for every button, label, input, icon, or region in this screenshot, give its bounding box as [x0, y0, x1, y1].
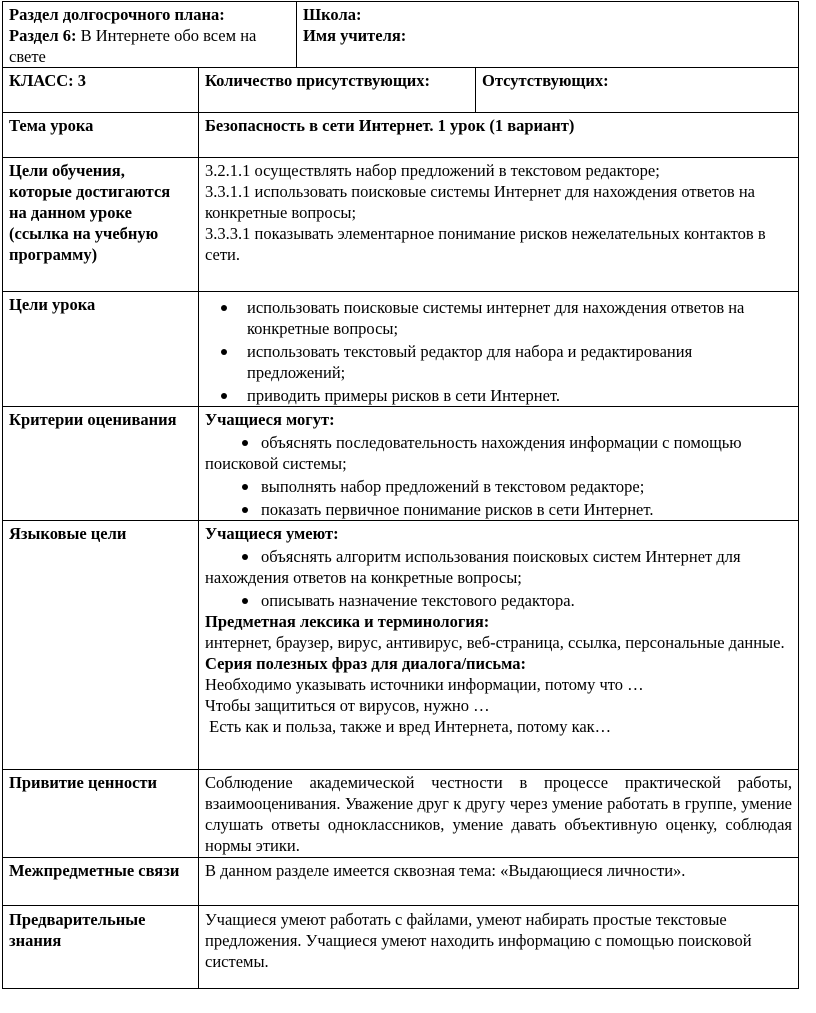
topic-label-cell — [2, 112, 199, 158]
list-item — [199, 341, 792, 383]
lesson-goals-label: Цели урока — [9, 295, 96, 314]
bullet-icon — [221, 393, 227, 399]
phrase-item: Необходимо указывать источники информации, потому что … — [205, 675, 644, 694]
lesson-goals-value-cell — [198, 291, 799, 407]
list-item — [205, 546, 792, 588]
list-item — [199, 385, 792, 406]
values-label-cell — [2, 769, 199, 858]
absent-cell — [475, 67, 799, 113]
teacher-label: Имя учителя: — [303, 26, 407, 45]
cross-label-cell — [2, 857, 199, 906]
vocab-heading: Предметная лексика и терминология: — [205, 612, 490, 631]
cross-label: Межпредметные связи — [9, 861, 180, 880]
bullet-icon — [242, 507, 248, 513]
learning-goals-value-cell — [198, 157, 799, 292]
section6-value: В Интернете обо всем на свете — [9, 26, 257, 66]
bullet-icon — [242, 598, 248, 604]
class-cell — [2, 67, 199, 113]
prior-text: Учащиеся умеют работать с файлами, умеют набирать простые текстовые предложения. Учащиеся умеют находить информацию с помощью поисковой системы. — [205, 910, 752, 971]
language-value-cell — [198, 520, 799, 770]
criteria-item: объяснять последовательность нахождения информации с помощью поисковой системы; — [205, 433, 742, 473]
lesson-goal-text: использовать текстовый редактор для набора и редактирования предложений; — [247, 342, 693, 382]
section-cell — [2, 1, 297, 68]
criteria-label: Критерии оценивания — [9, 410, 177, 429]
prior-value-cell — [198, 905, 799, 989]
phrases-heading: Серия полезных фраз для диалога/письма: — [205, 654, 526, 673]
learning-goals-label: Цели обучения, которые достигаются на данном уроке (ссылка на учебную программу) — [9, 161, 171, 264]
learning-goal-item: 3.3.1.1 использовать поисковые системы Интернет для нахождения ответов на конкретные вопросы; — [205, 182, 755, 222]
topic-value-cell — [198, 112, 799, 158]
criteria-value-cell — [198, 406, 799, 521]
class-label: КЛАСС: 3 — [9, 71, 87, 90]
absent-label: Отсутствующих: — [482, 71, 609, 90]
criteria-heading: Учащиеся могут: — [205, 410, 335, 429]
cross-value-cell — [198, 857, 799, 906]
present-cell — [198, 67, 476, 113]
lesson-goals-list — [199, 297, 792, 406]
learning-goals-label-cell — [2, 157, 199, 292]
values-text: Соблюдение академической честности в процессе практической работы, взаимооценивания. Уважение друг к другу через умение работать в группе, умение слушать ответы одноклассников, умение давать объективную оценку, соблюдая нормы этики. — [205, 773, 792, 855]
bullet-icon — [221, 349, 227, 355]
lesson-goal-text: приводить примеры рисков в сети Интернет. — [247, 386, 561, 405]
language-item: описывать назначение текстового редактора. — [261, 591, 575, 610]
list-item — [205, 476, 792, 497]
bullet-icon — [242, 440, 248, 446]
topic-label: Тема урока — [9, 116, 94, 135]
learning-goal-item: 3.2.1.1 осуществлять набор предложений в текстовом редакторе; — [205, 161, 660, 180]
criteria-item: выполнять набор предложений в текстовом редакторе; — [261, 477, 645, 496]
values-label: Привитие ценности — [9, 773, 158, 792]
language-item: объяснять алгоритм использования поисковых систем Интернет для нахождения ответов на конкретные вопросы; — [205, 547, 741, 587]
section6-label: Раздел 6: — [9, 26, 77, 45]
bullet-icon — [242, 554, 248, 560]
language-label-cell — [2, 520, 199, 770]
lesson-goal-text: использовать поисковые системы интернет для нахождения ответов на конкретные вопросы; — [247, 298, 745, 338]
criteria-label-cell — [2, 406, 199, 521]
school-label: Школа: — [303, 5, 362, 24]
present-label: Количество присутствующих: — [205, 71, 431, 90]
phrase-item: Чтобы защититься от вирусов, нужно … — [205, 696, 490, 715]
language-heading: Учащиеся умеют: — [205, 524, 339, 543]
phrase-item: Есть как и польза, также и вред Интернета, потому как… — [205, 717, 612, 736]
criteria-item: показать первичное понимание рисков в сети Интернет. — [261, 500, 654, 519]
bullet-icon — [242, 484, 248, 490]
prior-label: Предварительные знания — [9, 910, 146, 950]
values-value-cell — [198, 769, 799, 858]
bullet-icon — [221, 305, 227, 311]
list-item — [199, 297, 792, 339]
learning-goal-item: 3.3.3.1 показывать элементарное понимание рисков нежелательных контактов в сети. — [205, 224, 766, 264]
list-item — [205, 499, 792, 520]
prior-label-cell — [2, 905, 199, 989]
cross-text: В данном разделе имеется сквозная тема: «Выдающиеся личности». — [205, 861, 686, 880]
lesson-goals-label-cell — [2, 291, 199, 407]
list-item — [205, 590, 792, 611]
language-label: Языковые цели — [9, 524, 127, 543]
vocab-text: интернет, браузер, вирус, антивирус, веб-страница, ссылка, персональные данные. — [205, 633, 785, 652]
list-item — [205, 432, 792, 474]
topic-value: Безопасность в сети Интернет. 1 урок (1 вариант) — [205, 116, 575, 135]
school-cell — [296, 1, 799, 68]
section-long-label: Раздел долгосрочного плана: — [9, 5, 225, 24]
